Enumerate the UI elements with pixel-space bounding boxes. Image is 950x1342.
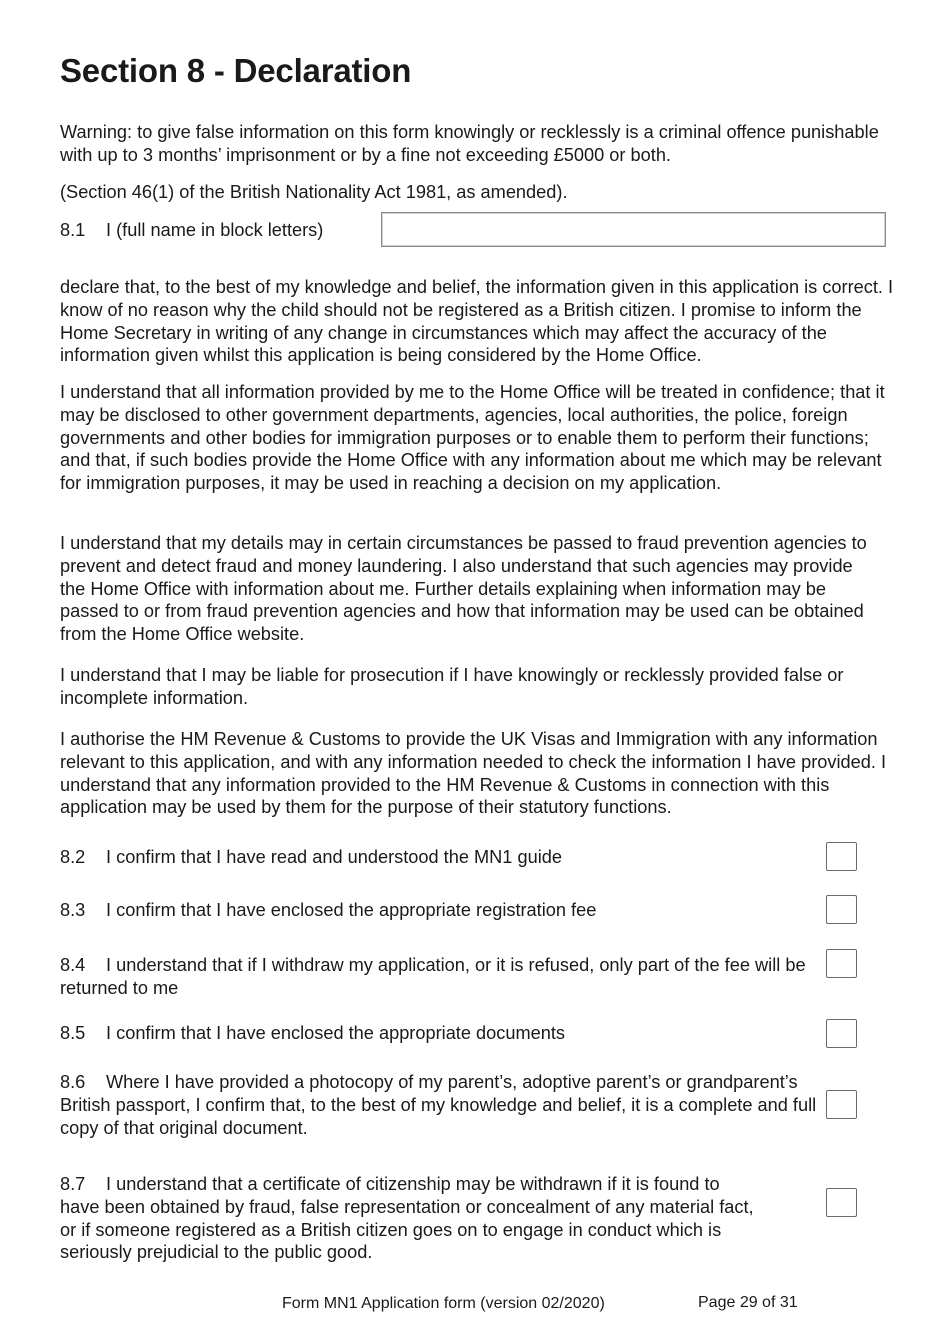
footer-form-name: Form MN1 Application form (version 02/2020) — [282, 1295, 605, 1312]
hmrc-authorisation-paragraph: I authorise the HM Revenue & Customs to provide the UK Visas and Immigration with any information relevant to this application, and with any information needed to check the information I have provided. I understand that any information provided to the HM Revenue & Customs in connection with this application may be used by them for the purpose of their statutory functions. — [60, 729, 887, 818]
confirmation-8-7 — [60, 1173, 760, 1264]
footer-page-number: Page 29 of 31 — [698, 1294, 798, 1311]
confirmation-8-6 — [60, 1071, 818, 1139]
confirmation-number: 8.5 — [60, 1023, 86, 1043]
full-name-input[interactable] — [381, 212, 886, 247]
confirm-8-6-checkbox[interactable] — [826, 1090, 857, 1119]
q81-label: I (full name in block letters) — [106, 220, 324, 240]
q81-number: 8.1 — [60, 220, 86, 240]
confirm-8-5-checkbox[interactable] — [826, 1019, 857, 1048]
confirmation-text: I understand that a certificate of citizenship may be withdrawn if it is found to have been obtained by fraud, false representation or concealment of any material fact, or if someone registered as a British citizen goes on to engage in conduct which is seriously prejudicial to the public good. — [60, 1174, 754, 1263]
confirmation-text: Where I have provided a photocopy of my parent’s, adoptive parent’s or grandparent’s British passport, I confirm that, to the best of my knowledge and belief, it is a complete and full copy of that original document. — [60, 1072, 817, 1138]
confirm-8-3-checkbox[interactable] — [826, 895, 857, 924]
confirmation-number: 8.4 — [60, 955, 86, 975]
confirmation-number: 8.7 — [60, 1174, 86, 1194]
confirm-8-7-checkbox[interactable] — [826, 1188, 857, 1217]
confirm-8-2-checkbox[interactable] — [826, 842, 857, 871]
confirmation-text: I confirm that I have enclosed the appropriate documents — [106, 1023, 565, 1043]
confirmation-8-2 — [60, 846, 810, 869]
confirmation-8-3 — [60, 899, 810, 922]
confirmation-text: I understand that if I withdraw my application, or it is refused, only part of the fee will be returned to me — [60, 955, 806, 998]
warning-text: Warning: to give false information on this form knowingly or recklessly is a criminal offence punishable with up to 3 months’ imprisonment or by a fine not exceeding £5000 or both. — [60, 122, 879, 165]
confirmation-number: 8.2 — [60, 847, 86, 867]
confirmation-number: 8.3 — [60, 900, 86, 920]
confidentiality-paragraph: I understand that all information provided by me to the Home Office will be treated in confidence; that it may be disclosed to other government departments, agencies, local authorities, the police, foreign governments and other bodies for immigration purposes or to enable them to perform their functions; and that, if such bodies provide the Home Office with any information about me which may be relevant for immigration purposes, it may be used in reaching a decision on my application. — [60, 382, 885, 494]
q81-label-row — [60, 219, 380, 242]
confirmation-8-5 — [60, 1022, 810, 1045]
confirmation-number: 8.6 — [60, 1072, 86, 1092]
confirmation-text: I confirm that I have read and understood the MN1 guide — [106, 847, 562, 867]
prosecution-paragraph: I understand that I may be liable for prosecution if I have knowingly or recklessly provided false or incomplete information. — [60, 665, 844, 708]
declaration-paragraph: declare that, to the best of my knowledge and belief, the information given in this application is correct. I know of no reason why the child should not be registered as a British citizen. I promise to inform the Home Secretary in writing of any change in circumstances which may affect the accuracy of the information given whilst this application is being considered by the Home Office. — [60, 277, 894, 366]
legal-reference: (Section 46(1) of the British Nationality Act 1981, as amended). — [60, 182, 568, 202]
confirm-8-4-checkbox[interactable] — [826, 949, 857, 978]
fraud-prevention-paragraph: I understand that my details may in certain circumstances be passed to fraud prevention agencies to prevent and detect fraud and money laundering. I also understand that such agencies may provide the Home Office with information about me. Further details explaining when information may be passed to or from fraud prevention agencies and how that information may be used can be obtained from the Home Office website. — [60, 533, 867, 645]
confirmation-text: I confirm that I have enclosed the appropriate registration fee — [106, 900, 597, 920]
confirmation-8-4 — [60, 954, 820, 1000]
section-title: Section 8 - Declaration — [60, 52, 412, 89]
